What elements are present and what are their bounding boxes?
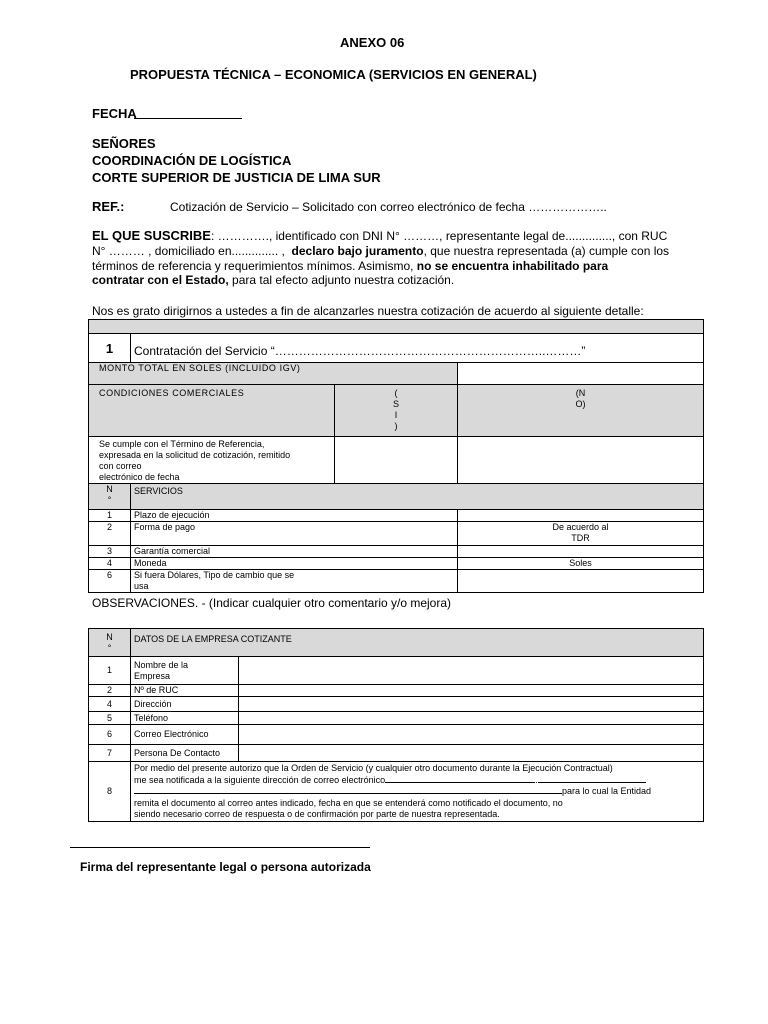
company-row-label: Dirección xyxy=(131,697,239,712)
n-char: ° xyxy=(107,643,112,653)
compliance-statement xyxy=(89,437,335,484)
company-row-number: 8 xyxy=(89,762,131,822)
company-row-number: 5 xyxy=(89,712,131,725)
contract-service: Contratación del Servicio “…………………………………………………………..………” xyxy=(131,334,704,363)
addressee-line3: CORTE SUPERIOR DE JUSTICIA DE LIMA SUR xyxy=(92,170,381,185)
declaration-text2: N° ……… , domiciliado en.............. , xyxy=(92,244,285,258)
ref-text: Cotización de Servicio – Solicitado con correo electrónico de fecha ……………….. xyxy=(170,200,607,214)
table-row xyxy=(89,725,704,745)
ref-label: REF.: xyxy=(92,199,125,214)
service-value xyxy=(458,570,704,593)
fecha-line xyxy=(134,118,242,119)
table-row xyxy=(89,762,704,822)
declaration-not-disqualified: no se encuentra inhabilitado para xyxy=(416,259,609,273)
table-row xyxy=(89,712,704,725)
payment-terms: De acuerdo al xyxy=(552,522,609,532)
service-number: 1 xyxy=(89,510,131,522)
service-label: Garantía comercial xyxy=(131,546,458,558)
declaration-line3 xyxy=(92,259,608,273)
n-char: N xyxy=(106,632,113,642)
services-n-header xyxy=(89,484,131,510)
declaration-line4 xyxy=(92,273,454,287)
company-row-number: 4 xyxy=(89,697,131,712)
authorization-line: siendo necesario correo de respuesta o de confirmación por parte de nuestra representada. xyxy=(134,809,500,819)
company-data-table xyxy=(88,628,704,822)
compliance-line: electrónico de fecha xyxy=(99,472,180,482)
annex-title: ANEXO 06 xyxy=(340,35,405,50)
intro-text: Nos es grato dirigirnos a ustedes a fin de alcanzarles nuestra cotización de acuerdo al siguiente detalle: xyxy=(92,304,644,318)
table-row xyxy=(89,657,704,685)
declaration-subscriber: EL QUE SUSCRIBE xyxy=(92,228,211,243)
declaration-line2 xyxy=(92,244,669,258)
company-n-header xyxy=(89,629,131,657)
authorization-line: Por medio del presente autorizo que la Orden de Servicio (y cualquier otro documento durante la Ejecución Contractual) xyxy=(134,763,613,773)
declaration-text5: para tal efecto adjunto nuestra cotización. xyxy=(232,273,455,287)
service-value xyxy=(458,522,704,546)
address-value xyxy=(239,697,704,712)
company-row-number: 1 xyxy=(89,657,131,685)
service-value: Soles xyxy=(458,558,704,570)
yes-char: I xyxy=(394,410,398,420)
email-underline xyxy=(385,782,535,783)
no-column-header xyxy=(458,385,704,437)
company-row-label: Correo Electrónico xyxy=(131,725,239,745)
total-amount-label: MONTO TOTAL EN SOLES (INCLUIDO IGV) xyxy=(89,363,458,385)
email-underline-3 xyxy=(134,793,562,794)
service-value xyxy=(458,510,704,522)
document-title: PROPUESTA TÉCNICA – ECONOMICA (SERVICIOS EN GENERAL) xyxy=(130,67,537,82)
no-char: O) xyxy=(575,399,586,409)
company-row-label: Persona De Contacto xyxy=(131,745,239,762)
service-label: Plazo de ejecución xyxy=(131,510,458,522)
declaration-text4: términos de referencia y requerimientos mínimos. Asimismo, xyxy=(92,259,414,273)
yes-column-header xyxy=(335,385,458,437)
yes-char: ( xyxy=(394,388,398,398)
exchange-rate-line: usa xyxy=(134,581,149,591)
service-label: Forma de pago xyxy=(131,522,458,546)
declaration-text1: : …………., identificado con DNI N° ………, representante legal de.............., con RUC xyxy=(210,229,668,243)
table-blank-header xyxy=(89,320,704,334)
table-row xyxy=(89,546,704,558)
compliance-line: expresada en la solicitud de cotización, remitido xyxy=(99,450,291,460)
company-name-value xyxy=(239,657,704,685)
authorization-line xyxy=(134,786,700,798)
company-row-label: Teléfono xyxy=(131,712,239,725)
n-char: N xyxy=(106,484,113,494)
table-row xyxy=(89,510,704,522)
ruc-value xyxy=(239,685,704,697)
service-number: 3 xyxy=(89,546,131,558)
contact-value xyxy=(239,745,704,762)
table-row xyxy=(89,570,704,593)
fecha-label: FECHA xyxy=(92,106,137,121)
quotation-table xyxy=(88,319,704,593)
authorization-entity-text: para lo cual la Entidad xyxy=(562,786,652,796)
company-row-label xyxy=(131,657,239,685)
table-row xyxy=(89,685,704,697)
company-row-label: Nº de RUC xyxy=(131,685,239,697)
commercial-conditions: CONDICIONES COMERCIALES xyxy=(89,385,335,437)
declaration-state: contratar con el Estado, xyxy=(92,273,229,287)
service-number: 6 xyxy=(89,570,131,593)
company-row-number: 6 xyxy=(89,725,131,745)
table-row xyxy=(89,745,704,762)
compliance-line: Se cumple con el Término de Referencia, xyxy=(99,439,265,449)
row-number: 1 xyxy=(89,334,131,363)
authorization-email-text: me sea notificada a la siguiente dirección de correo electrónico xyxy=(134,774,386,785)
services-header: SERVICIOS xyxy=(131,484,704,510)
email-value xyxy=(239,725,704,745)
notification-authorization xyxy=(131,762,704,822)
service-number: 4 xyxy=(89,558,131,570)
service-value xyxy=(458,546,704,558)
declaration-oath: declaro bajo juramento xyxy=(291,244,424,258)
exchange-rate-line: Si fuera Dólares, Tipo de cambio que se xyxy=(134,570,295,580)
addressee-line2: COORDINACIÓN DE LOGÍSTICA xyxy=(92,153,292,168)
observations: OBSERVACIONES. - (Indicar cualquier otro comentario y/o mejora) xyxy=(92,596,452,610)
company-name-line: Empresa xyxy=(134,671,171,681)
authorization-line: me sea notificada a la siguiente dirección de correo electrónico . xyxy=(134,775,700,787)
n-char: ° xyxy=(107,495,112,505)
email-underline-2 xyxy=(538,782,646,783)
declaration-line1 xyxy=(92,228,667,243)
total-amount-value xyxy=(458,363,704,385)
service-label: Moneda xyxy=(131,558,458,570)
service-label xyxy=(131,570,458,593)
table-row xyxy=(89,522,704,546)
authorization-line: remita el documento al correo antes indicado, fecha en que se entenderá como notificado el documento, no xyxy=(134,797,563,808)
yes-char: S xyxy=(392,399,399,409)
yes-char: ) xyxy=(394,421,398,431)
company-row-number: 2 xyxy=(89,685,131,697)
declaration-text3: , que nuestra representada (a) cumple con los xyxy=(423,244,670,258)
signature-label: Firma del representante legal o persona autorizada xyxy=(80,860,371,874)
company-data-header: DATOS DE LA EMPRESA COTIZANTE xyxy=(131,629,704,657)
payment-terms-tdr: TDR xyxy=(571,533,590,543)
table-row xyxy=(89,558,704,570)
phone-value xyxy=(239,712,704,725)
addressee-line1: SEÑORES xyxy=(92,136,156,151)
table-row xyxy=(89,697,704,712)
compliance-no xyxy=(458,437,704,484)
compliance-line: con correo xyxy=(99,461,142,471)
company-name-line: Nombre de la xyxy=(134,660,189,670)
compliance-yes xyxy=(335,437,458,484)
service-number: 2 xyxy=(89,522,131,546)
no-char: (N xyxy=(575,388,586,398)
company-row-number: 7 xyxy=(89,745,131,762)
signature-line xyxy=(70,847,370,848)
